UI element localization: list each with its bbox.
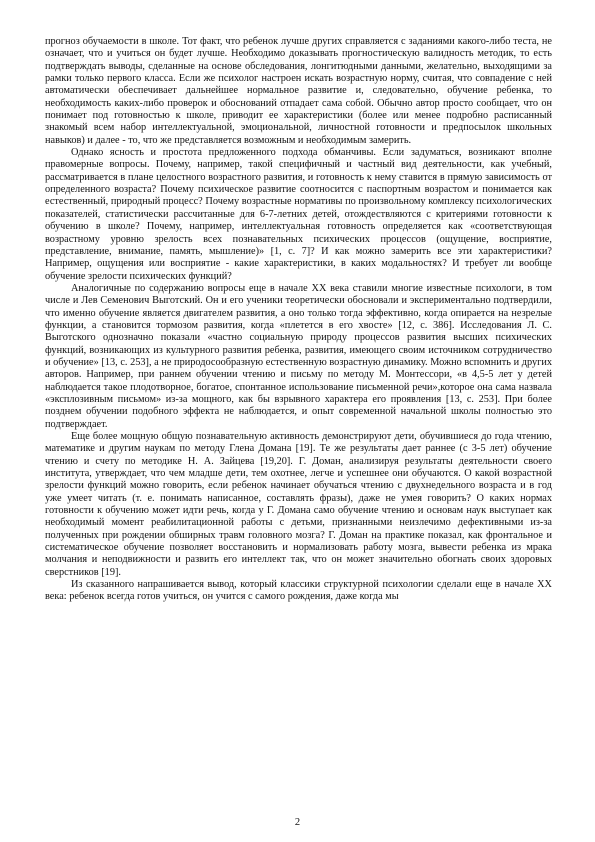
paragraph-2: Однако ясность и простота предложенного подхода обманчивы. Если задуматься, возникают вполне правомерные вопросы. Почему, например, такой специфичный и частный вид деятельности, как учебный, рассматривается в плане целостного возрастного развития, и готовность к нему ставится в прямую зависимость от определенного возраста? Почему психическое развитие соотносится с паспортным возрастом и понимается как естественный, природный процесс? Почему возрастные нормативы по произвольному комплексу психологических показателей, статистически рассчитанные для 6-7-летних детей, отождествляются с критериями готовности к обучению в школе? Почему, например, интеллектуальная готовность определяется как «соответствующая возрастному уровню зрелость всех познавательных психических процессов (ощущение, восприятие, представление, внимание, память, мышление)» [1, с. 7]? И как можно замерить все эти характеристики? Например, ощущения или восприятие - какие характеристики, в каких модальностях? И требует ли вообще обучение зрелости психических функций? — [45, 147, 552, 282]
page-body — [45, 36, 552, 604]
paragraph-4: Еще более мощную общую познавательную активность демонстрируют дети, обучившиеся до года чтению, математике и другим наукам по методу Глена Домана [19]. Те же результаты дает раннее (с 3-5 лет) обучение чтению и счету по методике Н. А. Зайцева [19,20]. Г. Доман, анализируя результаты деятельности своего института, утверждает, что чем младше дети, тем охотнее, легче и успешнее они обучаются. О какой возрастной зрелости функций можно говорить, если ребенок начинает обучаться чтению с двухнедельного возраста и в год уже умеет читать (т. е. понимать написанное, составлять фразы), даже не умея говорить? О каких нормах готовности к обучению может идти речь, когда у Г. Домана само обучение чтению и основам наук выступает как необходимый момент реабилитационной работы с детьми, признанными неизлечимо дефективными из-за полученных при рождении обширных травм головного мозга? Г. Доман на практике показал, как фронтальное и систематическое обучение позволяет восстановить и нормализовать работу мозга, вывести ребенка из мрака молчания и неподвижности и развить его интеллект так, что он может значительно обогнать своих здоровых сверстников [19]. — [45, 431, 552, 578]
paragraph-5: Из сказанного напрашивается вывод, который классики структурной психологии сделали еще в начале XX века: ребенок всегда готов учиться, он учится с самого рождения, даже когда мы — [45, 579, 552, 603]
paragraph-1: прогноз обучаемости в школе. Тот факт, что ребенок лучше других справляется с заданиями какого-либо теста, не означает, что и учиться он будет лучше. Необходимо доказывать прогностическую валидность методик, то есть подтверждать выводы, сделанные на основе обследования, лонгитюдными данными, желательно, выходящими за рамки только первого класса. Если же психолог настроен искать возрастную норму, считая, что совпадение с ней автоматически обеспечивает дальнейшее нормальное развитие и, следовательно, обучение ребенка, то необходимость каких-либо проверок и обоснований отпадает сама собой. Обычно автор просто сообщает, что он понимает под готовностью к школе, приводит ее характеристики (более или менее подробно расписанный знакомый всем набор интеллектуальной, эмоциональной, личностной готовности и предпосылок школьных навыков) и далее - то, что же представляется возможным и необходимым замерить. — [45, 36, 552, 146]
page-number: 2 — [294, 817, 301, 828]
paragraph-3: Аналогичные по содержанию вопросы еще в начале XX века ставили многие известные психологи, в том числе и Лев Семенович Выготский. Он и его ученики теоретически обосновали и экспериментально подтвердили, что именно обучение является двигателем развития, а оно только тогда эффективно, когда опирается на незрелые функции, а становится тормозом развития, когда «плетется в его хвосте» [12, с. 386]. Исследования Л. С. Выготского однозначно показали «частно социальную природу процессов развития высших психических функций, возникающих из культурного развития ребенка, развития, имеющего своим источником сотрудничество и обучение» [13, с. 253], а не природосообразную естественную возрастную динамику. Можно вспомнить и других авторов. Например, при раннем обучении чтению и письму по методу М. Монтессори, «в 4,5-5 лет у детей наблюдается такое плодотворное, богатое, спонтанное использование письменной речи»,которое она сама назвала «эксплозивным письмом» из-за мощного, как бы взрывного характера его проявления [13, с. 253]. При более позднем обучении подобного эффекта не наблюдается, и опыт современной начальной школы полностью это подтверждает. — [45, 282, 552, 430]
